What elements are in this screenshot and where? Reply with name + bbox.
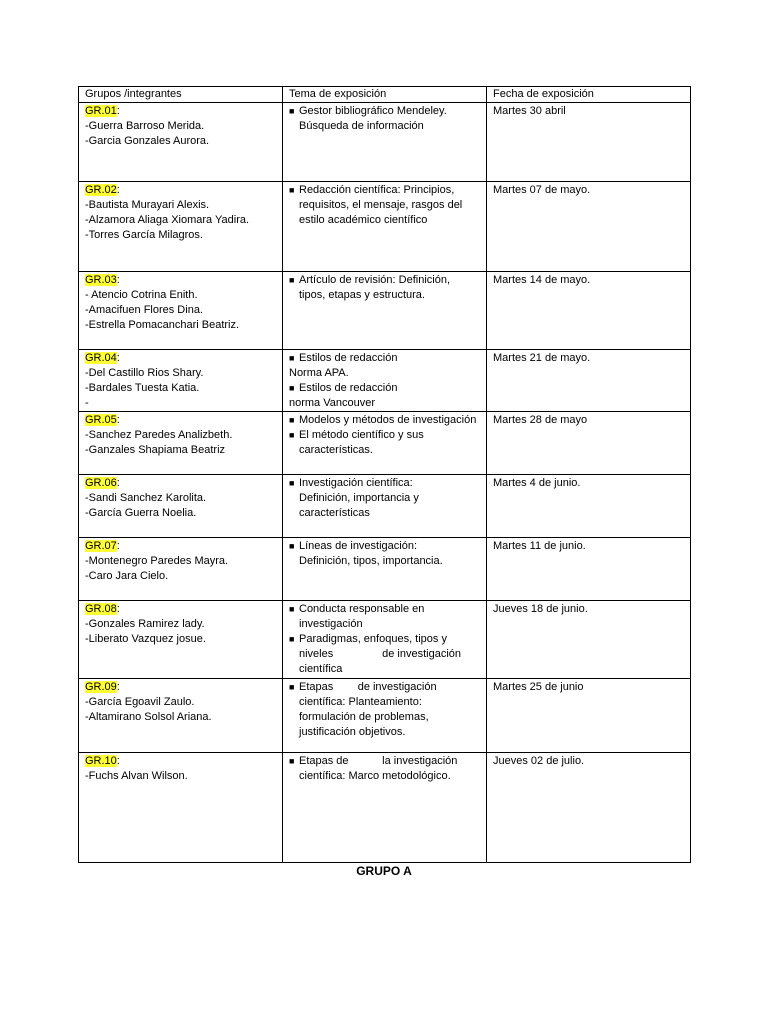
date-cell: Martes 07 de mayo. (487, 182, 691, 272)
topic-cell (283, 350, 487, 412)
topic-line: Norma APA. (289, 367, 349, 379)
topic-line: Paradigmas, enfoques, tipos y (299, 633, 447, 645)
date-cell: Martes 28 de mayo (487, 412, 691, 475)
table-row (79, 679, 691, 753)
topic-item (289, 396, 480, 411)
square-bullet-icon: ■ (289, 634, 295, 644)
topic-item (289, 413, 480, 428)
table-row (79, 412, 691, 475)
topic-line: El método científico y sus (299, 429, 424, 441)
group-cell: GR.05: -Sanchez Paredes Analizbeth. -Ganzales Shapiama Beatriz (79, 412, 283, 475)
group-member: -García Guerra Noelia. (85, 507, 197, 519)
topic-line: requisitos, el mensaje, rasgos del (299, 199, 463, 211)
topic-line: Gestor bibliográfico Mendeley. (299, 105, 447, 117)
group-member: -Garcia Gonzales Aurora. (85, 135, 210, 147)
topic-cell (283, 412, 487, 475)
topic-line: tipos, etapas y estructura. (299, 289, 425, 301)
topic-line: Modelos y métodos de investigación (299, 414, 477, 426)
topic-line: norma Vancouver (289, 397, 376, 409)
group-cell: GR.03: - Atencio Cotrina Enith. -Amacifuen Flores Dina. -Estrella Pomacanchari Beatriz. (79, 272, 283, 350)
group-member: -Liberato Vazquez josue. (85, 633, 206, 645)
square-bullet-icon: ■ (289, 106, 295, 116)
table-row (79, 103, 691, 182)
date-cell: Jueves 02 de julio. (487, 753, 691, 863)
group-id: GR.04 (85, 352, 117, 364)
group-member: -Sanchez Paredes Analizbeth. (85, 429, 233, 441)
group-cell: GR.07: -Montenegro Paredes Mayra. -Caro Jara Cielo. (79, 538, 283, 601)
group-member: -Estrella Pomacanchari Beatriz. (85, 319, 240, 331)
group-id: GR.05 (85, 414, 117, 426)
square-bullet-icon: ■ (289, 604, 295, 614)
topic-line: Estilos de redacción (299, 352, 398, 364)
group-id: GR.08 (85, 603, 117, 615)
date-cell: Martes 11 de junio. (487, 538, 691, 601)
group-member: - Atencio Cotrina Enith. (85, 289, 198, 301)
topic-cell (283, 753, 487, 863)
square-bullet-icon: ■ (289, 383, 295, 393)
group-member: -Alzamora Aliaga Xiomara Yadira. (85, 214, 250, 226)
group-member: -Bautista Murayari Alexis. (85, 199, 210, 211)
square-bullet-icon: ■ (289, 430, 295, 440)
topic-item (289, 104, 480, 134)
topic-item (289, 632, 480, 677)
topic-line: científica (299, 663, 343, 675)
square-bullet-icon: ■ (289, 415, 295, 425)
group-member: -Torres García Milagros. (85, 229, 203, 241)
group-cell: GR.02: -Bautista Murayari Alexis. -Alzamora Aliaga Xiomara Yadira. -Torres García Milagros. (79, 182, 283, 272)
group-member: -Caro Jara Cielo. (85, 570, 169, 582)
group-id: GR.07 (85, 540, 117, 552)
square-bullet-icon: ■ (289, 478, 295, 488)
group-id: GR.01 (85, 105, 117, 117)
date-cell: Martes 14 de mayo. (487, 272, 691, 350)
group-member: -Sandi Sanchez Karolita. (85, 492, 207, 504)
square-bullet-icon: ■ (289, 541, 295, 551)
topic-line: científica: Marco metodológico. (299, 770, 451, 782)
group-cell: GR.09: -García Egoavil Zaulo. -Altamirano Solsol Ariana. (79, 679, 283, 753)
header-row (79, 87, 691, 103)
square-bullet-icon: ■ (289, 682, 295, 692)
topic-line: características. (299, 444, 373, 456)
schedule-table (78, 86, 691, 863)
topic-cell (283, 679, 487, 753)
square-bullet-icon: ■ (289, 756, 295, 766)
group-member: -Fuchs Alvan Wilson. (85, 770, 188, 782)
topic-line: Investigación científica: (299, 477, 413, 489)
topic-item (289, 476, 480, 521)
group-member: -Bardales Tuesta Katia. (85, 382, 200, 394)
topic-line: Artículo de revisión: Definición, (299, 274, 451, 286)
topic-line: Búsqueda de información (299, 120, 424, 132)
group-member: -Ganzales Shapiama Beatriz (85, 444, 226, 456)
topic-cell (283, 103, 487, 182)
group-member: -Gonzales Ramirez lady. (85, 618, 205, 630)
topic-item (289, 680, 480, 740)
topic-item (289, 754, 480, 784)
topic-cell (283, 182, 487, 272)
table-row (79, 350, 691, 412)
group-id: GR.06 (85, 477, 117, 489)
date-cell: Martes 25 de junio (487, 679, 691, 753)
group-cell: GR.08: -Gonzales Ramirez lady. -Liberato Vazquez josue. (79, 601, 283, 679)
topic-line: niveles de investigación (299, 648, 462, 660)
date-cell: Martes 4 de junio. (487, 475, 691, 538)
topic-item (289, 183, 480, 228)
group-member: -Altamirano Solsol Ariana. (85, 711, 212, 723)
group-member: -Guerra Barroso Merida. (85, 120, 205, 132)
square-bullet-icon: ■ (289, 275, 295, 285)
topic-line: Líneas de investigación: (299, 540, 418, 552)
topic-line: Etapas de investigación (299, 681, 437, 693)
topic-line: Definición, importancia y (299, 492, 419, 504)
square-bullet-icon: ■ (289, 185, 295, 195)
topic-line: Conducta responsable en (299, 603, 425, 615)
group-cell: GR.10: -Fuchs Alvan Wilson. (79, 753, 283, 863)
group-member: -Montenegro Paredes Mayra. (85, 555, 229, 567)
topic-cell (283, 538, 487, 601)
table-row (79, 753, 691, 863)
date-cell: Jueves 18 de junio. (487, 601, 691, 679)
table-row (79, 272, 691, 350)
topic-line: Etapas de la investigación (299, 755, 458, 767)
group-caption: GRUPO A (356, 864, 412, 878)
table-row (79, 538, 691, 601)
group-cell: GR.04: -Del Castillo Rios Shary. -Bardales Tuesta Katia. - (79, 350, 283, 412)
header-topic: Tema de exposición (283, 87, 487, 103)
group-id: GR.02 (85, 184, 117, 196)
table-row (79, 475, 691, 538)
group-id: GR.03 (85, 274, 117, 286)
square-bullet-icon: ■ (289, 353, 295, 363)
topic-item (289, 602, 480, 632)
topic-line: Redacción científica: Principios, (299, 184, 455, 196)
header-groups: Grupos /integrantes (79, 87, 283, 103)
topic-cell (283, 475, 487, 538)
topic-cell (283, 601, 487, 679)
group-id: GR.09 (85, 681, 117, 693)
topic-line: características (299, 507, 370, 519)
topic-line: formulación de problemas, (299, 711, 429, 723)
group-member: - (85, 397, 89, 409)
topic-line: investigación (299, 618, 363, 630)
group-cell: GR.01: -Guerra Barroso Merida. -Garcia Gonzales Aurora. (79, 103, 283, 182)
group-id: GR.10 (85, 755, 117, 767)
topic-cell (283, 272, 487, 350)
date-cell: Martes 21 de mayo. (487, 350, 691, 412)
date-cell: Martes 30 abril (487, 103, 691, 182)
topic-item (289, 428, 480, 458)
topic-item (289, 351, 480, 366)
group-cell: GR.06: -Sandi Sanchez Karolita. -García Guerra Noelia. (79, 475, 283, 538)
group-member: -García Egoavil Zaulo. (85, 696, 195, 708)
topic-line: Estilos de redacción (299, 382, 398, 394)
table-row (79, 182, 691, 272)
table-row (79, 601, 691, 679)
group-member: -Del Castillo Rios Shary. (85, 367, 204, 379)
topic-line: estilo académico científico (299, 214, 428, 226)
topic-line: Definición, tipos, importancia. (299, 555, 443, 567)
topic-item (289, 366, 480, 381)
topic-item (289, 381, 480, 396)
topic-line: científica: Planteamiento: (299, 696, 422, 708)
group-member: -Amacifuen Flores Dina. (85, 304, 203, 316)
topic-line: justificación objetivos. (299, 726, 406, 738)
header-date: Fecha de exposición (487, 87, 691, 103)
topic-item (289, 273, 480, 303)
topic-item (289, 539, 480, 569)
